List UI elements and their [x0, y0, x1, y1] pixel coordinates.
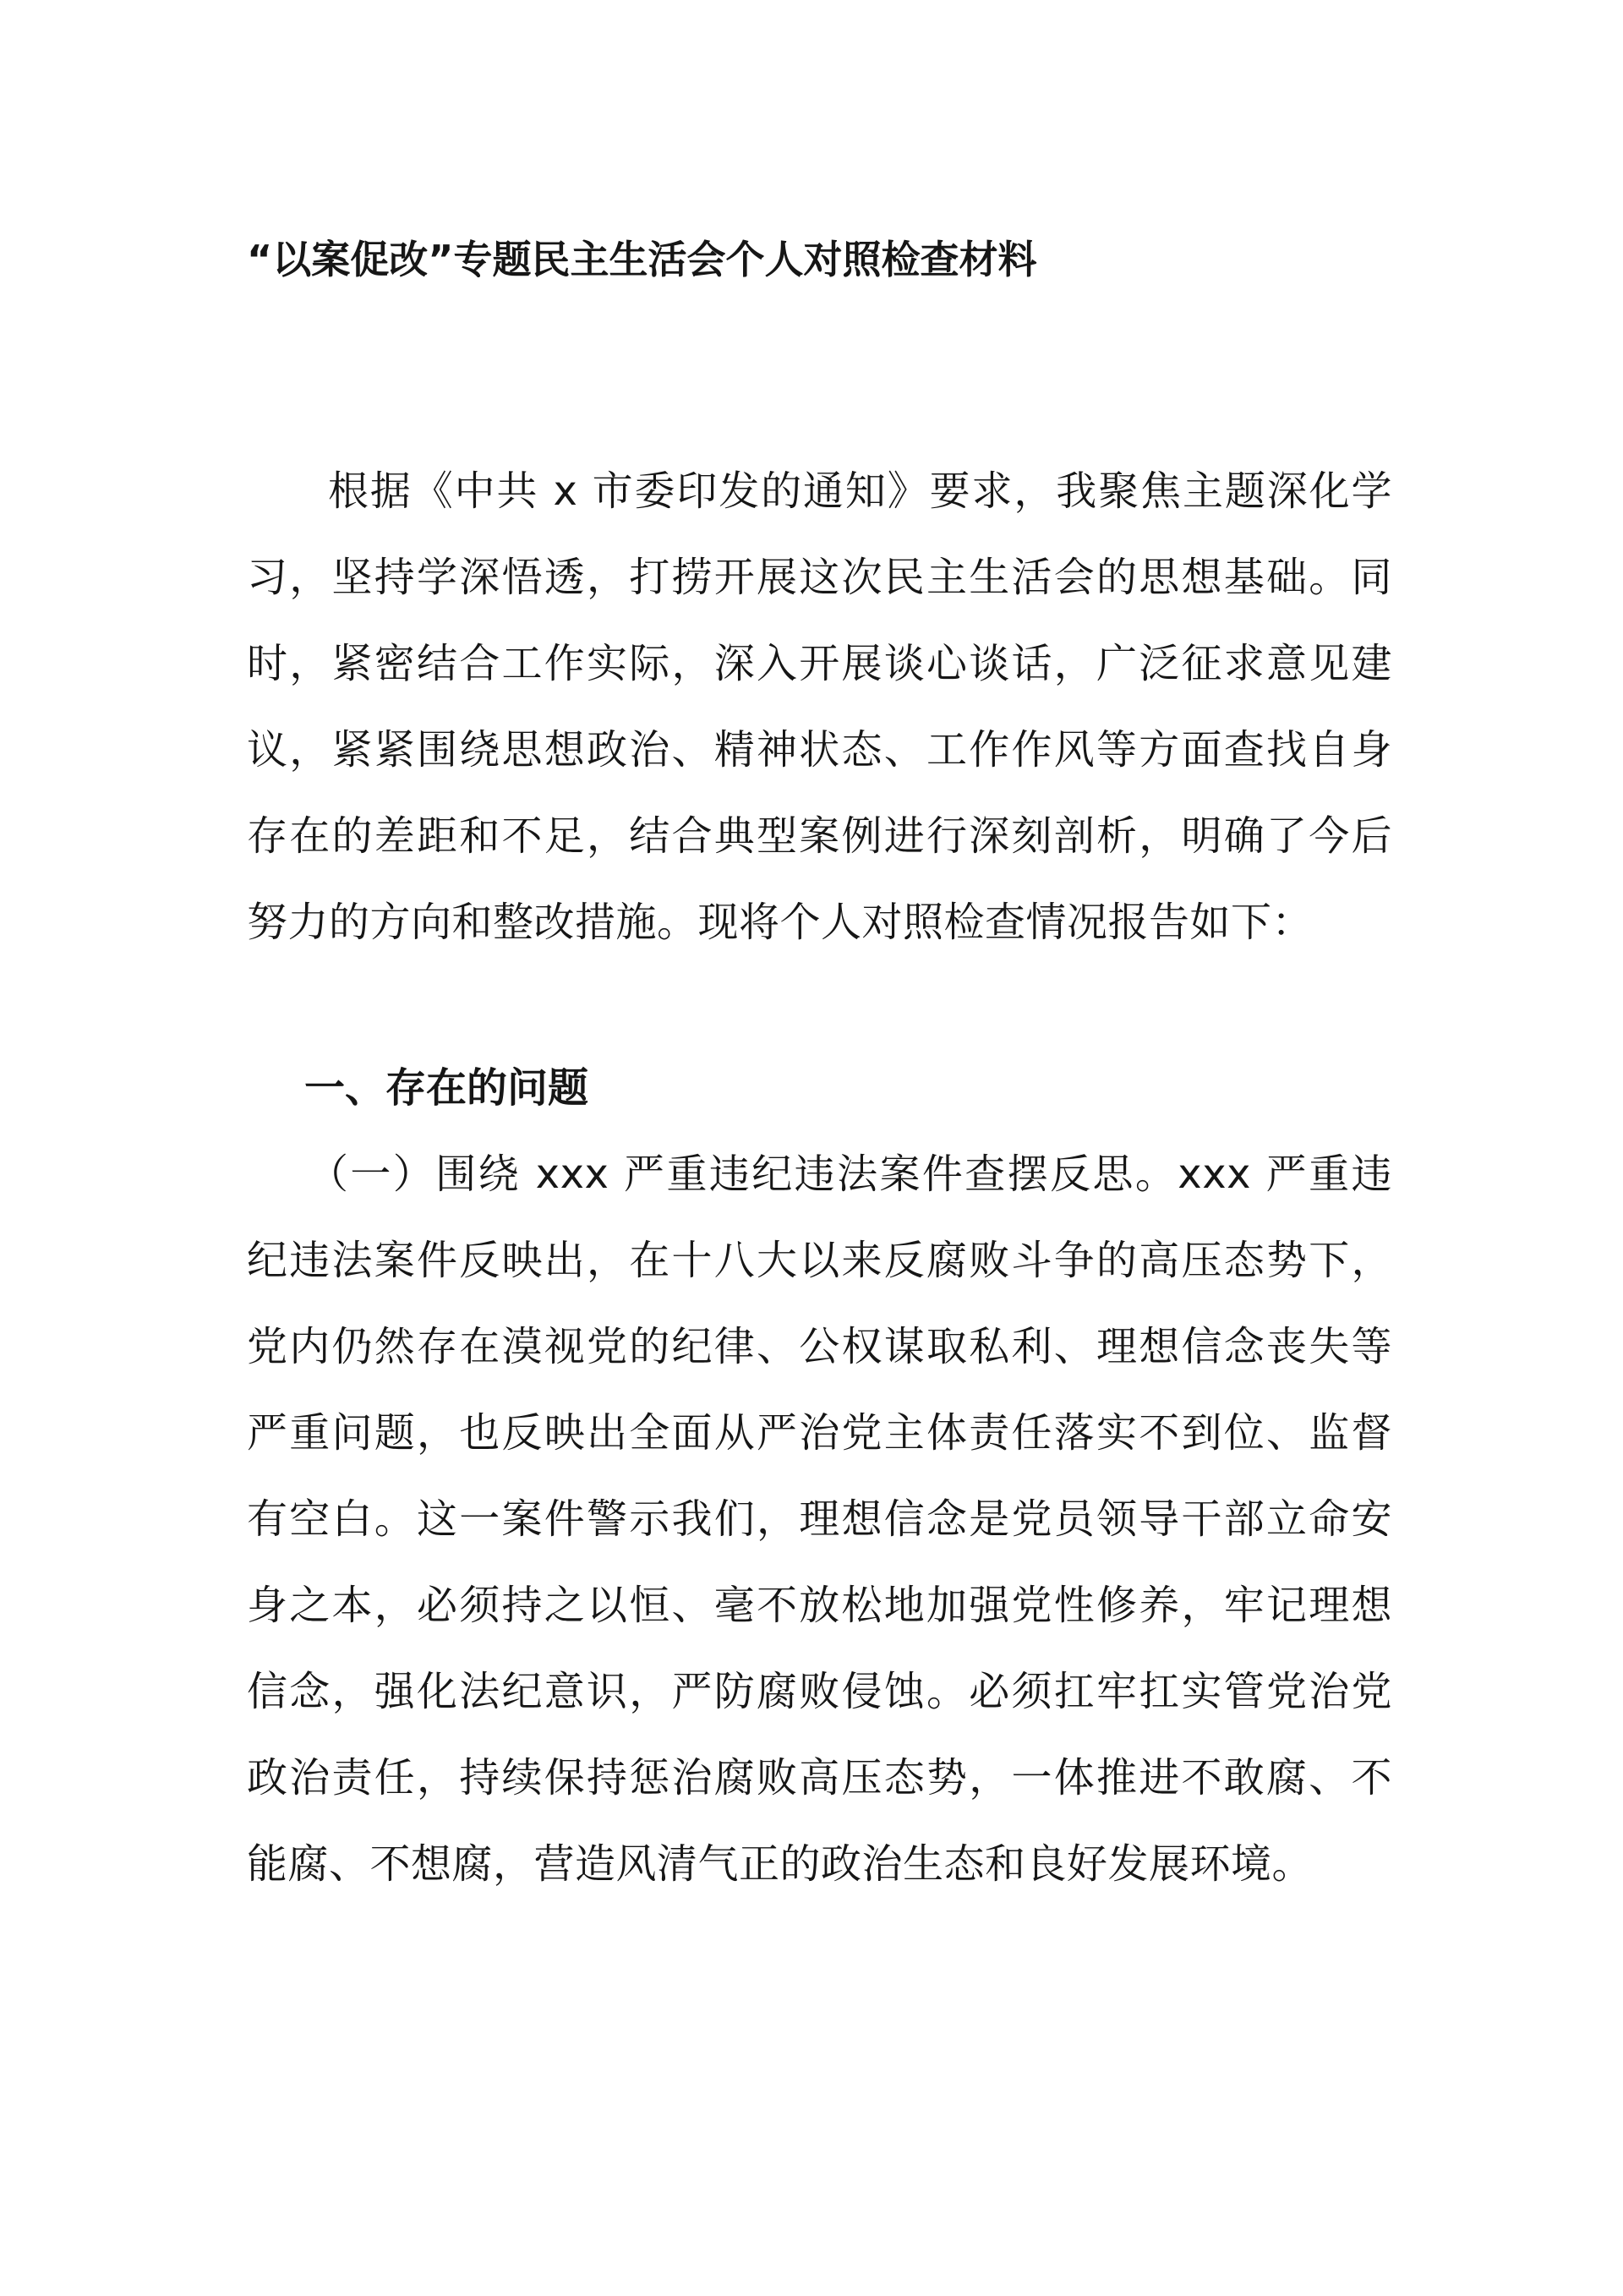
intro-paragraph: 根据《中共 x 市委印发的通知》要求，我聚焦主题深化学习，坚持学深悟透，打捞开展这次民主生活会的思想基础。同时，紧密结合工作实际，深入开展谈心谈话，广泛征求意见建议，紧紧围绕思想政治、精神状态、工作作风等方面查找自身存在的差距和不足，结合典型案例进行深刻剖析，明确了今后努力的方向和整改措施。现将个人对照检查情况报告如下： [247, 467, 1392, 946]
section-heading-problems: 一、存在的问题 [304, 1064, 589, 1112]
section1-paragraph-1: （一）围绕 xxx 严重违纪违法案件查摆反思。xxx 严重违纪违法案件反映出，在十八大以来反腐败斗争的高压态势下，党内仍然存在漠视党的纪律、公权谋取私利、理想信念丧失等严重问题，也反映出全面从严治党主体责任落实不到位、监督有空白。这一案件警示我们，理想信念是党员领导干部立命安身之本，必须持之以恒、毫不放松地加强党性修养，牢记理想信念，强化法纪意识，严防腐败侵蚀。必须扛牢扛实管党治党政治责任，持续保持惩治腐败高压态势，一体推进不敢腐、不能腐、不想腐，营造风清气正的政治生态和良好发展环境。 [247, 1151, 1392, 1888]
document-title: “以案促改”专题民主生活会个人对照检查材料 [247, 237, 1037, 282]
